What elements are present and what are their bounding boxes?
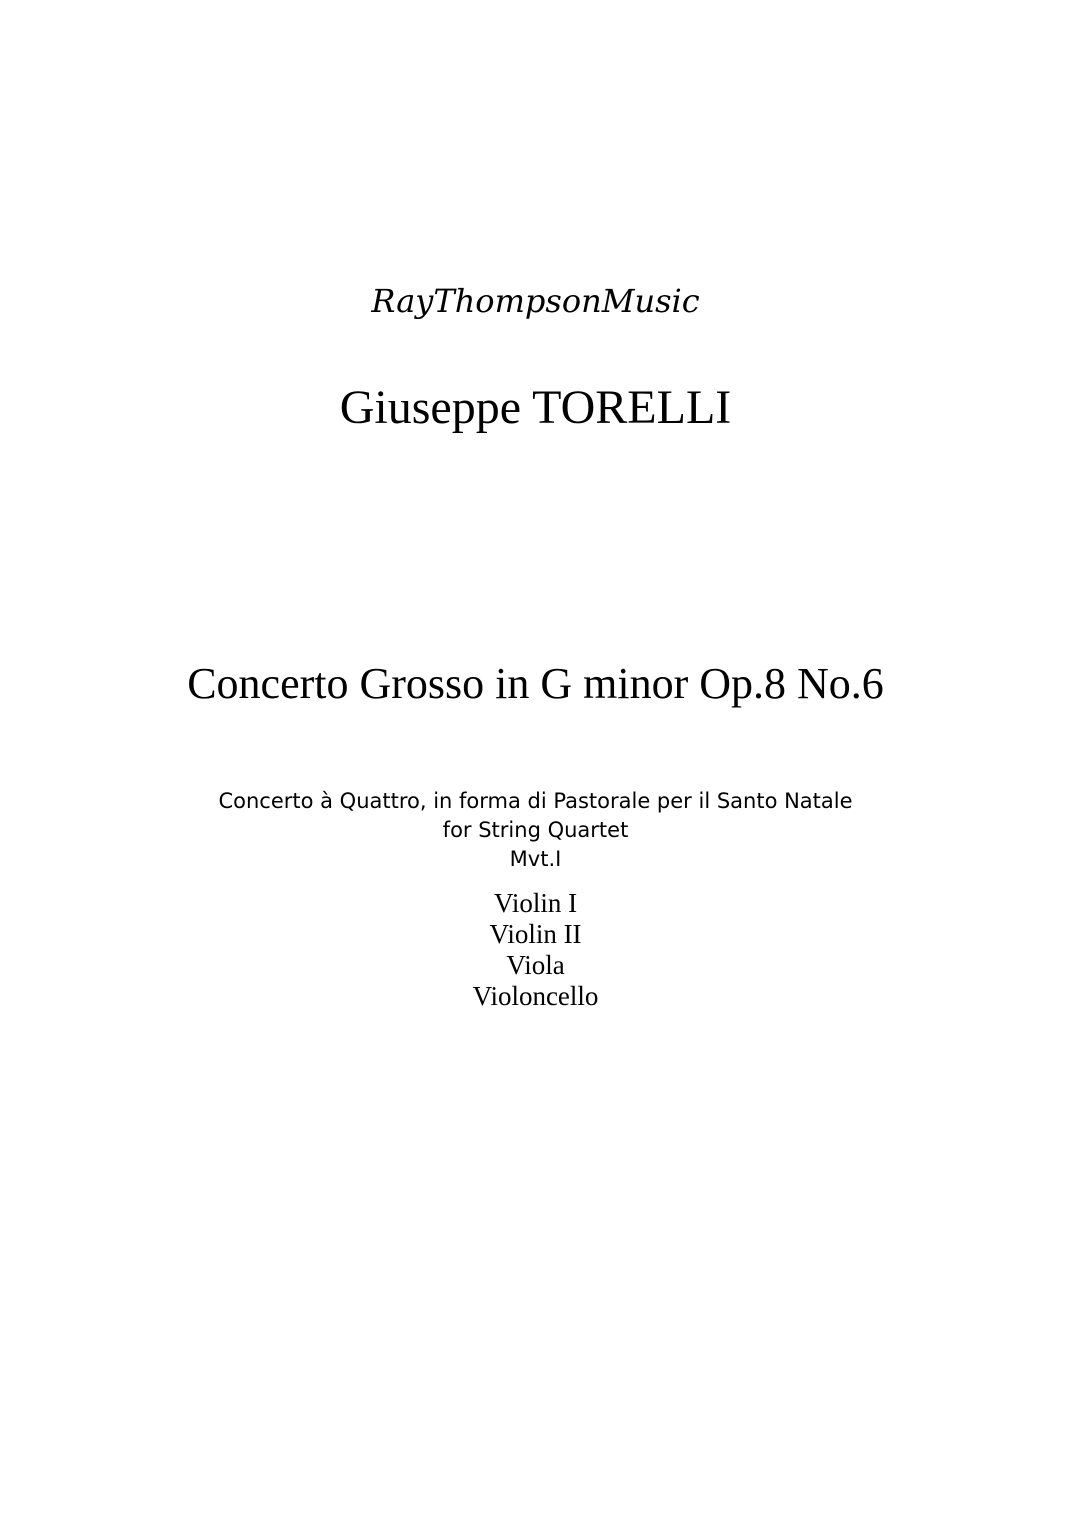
movement-label: Mvt.I — [509, 847, 562, 871]
publisher-name: RayThompsonMusic — [371, 282, 700, 320]
instrument-item: Violin I — [493, 888, 578, 918]
composer-name: Giuseppe TORELLI — [339, 381, 732, 434]
subtitle-line: Concerto à Quattro, in forma di Pastorale per il Santo Natale — [218, 789, 853, 813]
instrument-item: Violoncello — [472, 981, 599, 1011]
work-title: Concerto Grosso in G minor Op.8 No.6 — [187, 659, 884, 708]
instrument-item: Violin II — [489, 919, 582, 949]
instrument-item: Viola — [506, 950, 565, 980]
subtitle-line: for String Quartet — [442, 818, 629, 842]
